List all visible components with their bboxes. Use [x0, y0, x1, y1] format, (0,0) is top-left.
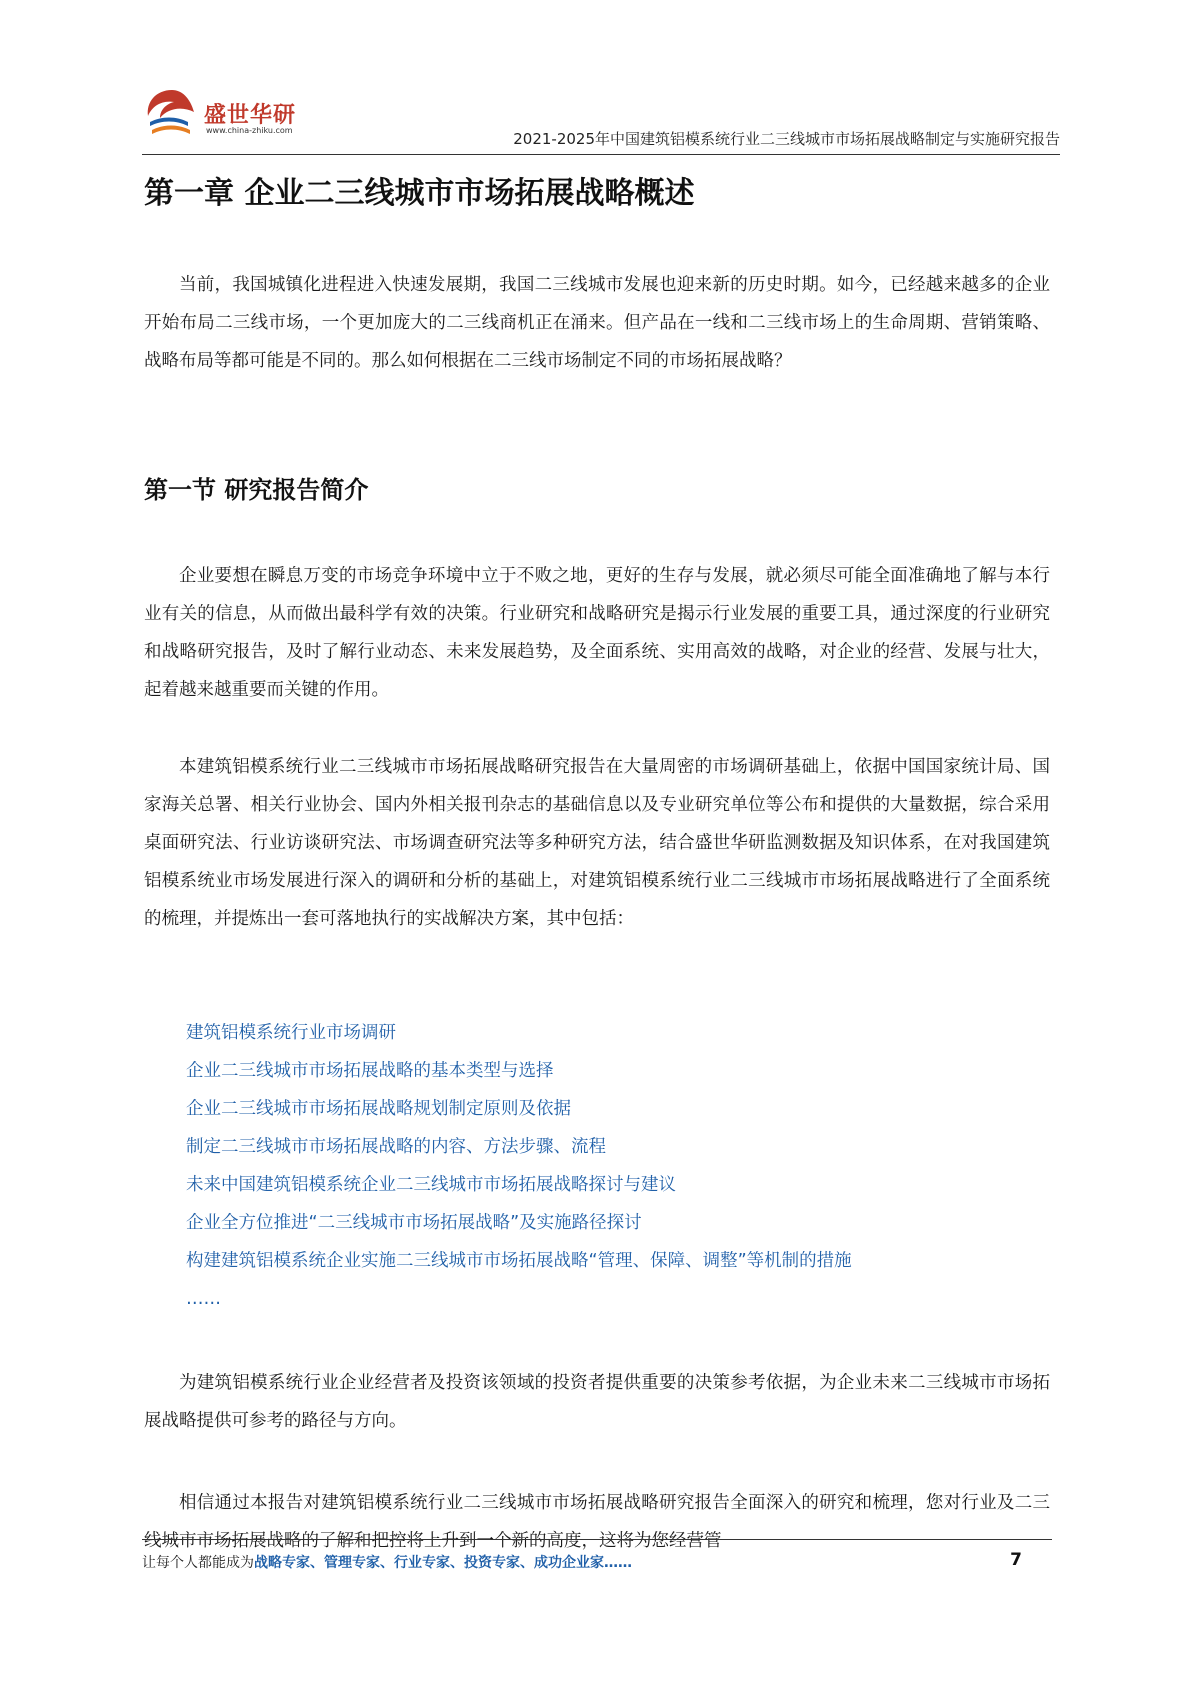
footer-prefix: 让每个人都能成为 — [142, 1555, 254, 1571]
page-number: 7 — [1010, 1550, 1022, 1570]
contents-list — [186, 1014, 852, 1318]
list-item[interactable]: 企业全方位推进“二三线城市市场拓展战略”及实施路径探讨 — [186, 1213, 642, 1233]
body-paragraph: 企业要想在瞬息万变的市场竞争环境中立于不败之地，更好的生存与发展，就必须尽可能全面准确地了解与本行业有关的信息，从而做出最科学有效的决策。行业研究和战略研究是揭示行业发展的重要工具，通过深度的行业研究和战略研究报告，及时了解行业动态、未来发展趋势，及全面系统、实用高效的战略，对企业的经营、发展与壮大，起着越来越重要而关键的作用。 — [144, 566, 1050, 700]
logo-name: 盛世华研 — [204, 103, 297, 128]
company-logo — [142, 80, 312, 150]
header-divider — [142, 154, 1060, 155]
list-item[interactable]: 企业二三线城市市场拓展战略规划制定原则及依据 — [186, 1099, 571, 1119]
list-item[interactable]: 企业二三线城市市场拓展战略的基本类型与选择 — [186, 1061, 554, 1081]
list-ellipsis: …… — [186, 1289, 221, 1309]
logo-emblem-icon — [142, 86, 202, 142]
footer-divider — [142, 1539, 1052, 1540]
list-item[interactable]: 未来中国建筑铝模系统企业二三线城市市场拓展战略探讨与建议 — [186, 1175, 676, 1195]
list-item[interactable]: 建筑铝模系统行业市场调研 — [186, 1023, 396, 1043]
section-title: 第一节 研究报告简介 — [144, 476, 369, 504]
logo-url: www.china-zhiku.com — [206, 126, 293, 135]
page-header — [142, 80, 1060, 162]
footer-slogan: 战略专家、管理专家、行业专家、投资专家、成功企业家…… — [254, 1555, 632, 1571]
list-item[interactable]: 制定二三线城市市场拓展战略的内容、方法步骤、流程 — [186, 1137, 606, 1157]
body-paragraph: 本建筑铝模系统行业二三线城市市场拓展战略研究报告在大量周密的市场调研基础上，依据中国国家统计局、国家海关总署、相关行业协会、国内外相关报刊杂志的基础信息以及专业研究单位等公布和提供的大量数据，综合采用桌面研究法、行业访谈研究法、市场调查研究法等多种研究方法，结合盛世华研监测数据及知识体系，在对我国建筑铝模系统业市场发展进行深入的调研和分析的基础上，对建筑铝模系统行业二三线城市市场拓展战略进行了全面系统的梳理，并提炼出一套可落地执行的实战解决方案，其中包括： — [144, 757, 1050, 929]
body-paragraph: 为建筑铝模系统行业企业经营者及投资该领域的投资者提供重要的决策参考依据，为企业未来二三线城市市场拓展战略提供可参考的路径与方向。 — [144, 1373, 1050, 1431]
chapter-title: 第一章 企业二三线城市市场拓展战略概述 — [144, 176, 695, 211]
intro-paragraph: 当前，我国城镇化进程进入快速发展期，我国二三线城市发展也迎来新的历史时期。如今，已经越来越多的企业开始布局二三线市场，一个更加庞大的二三线商机正在涌来。但产品在一线和二三线市场上的生命周期、营销策略、战略布局等都可能是不同的。那么如何根据在二三线市场制定不同的市场拓展战略？ — [144, 275, 1050, 371]
list-item[interactable]: 构建建筑铝模系统企业实施二三线城市市场拓展战略“管理、保障、调整”等机制的措施 — [186, 1251, 852, 1271]
page-footer — [142, 1552, 1052, 1582]
body-paragraph: 相信通过本报告对建筑铝模系统行业二三线城市市场拓展战略研究报告全面深入的研究和梳理，您对行业及二三线城市市场拓展战略的了解和把控将上升到一个新的高度，这将为您经营管 — [144, 1493, 1050, 1551]
report-title: 2021-2025年中国建筑铝模系统行业二三线城市市场拓展战略制定与实施研究报告 — [513, 130, 1060, 148]
